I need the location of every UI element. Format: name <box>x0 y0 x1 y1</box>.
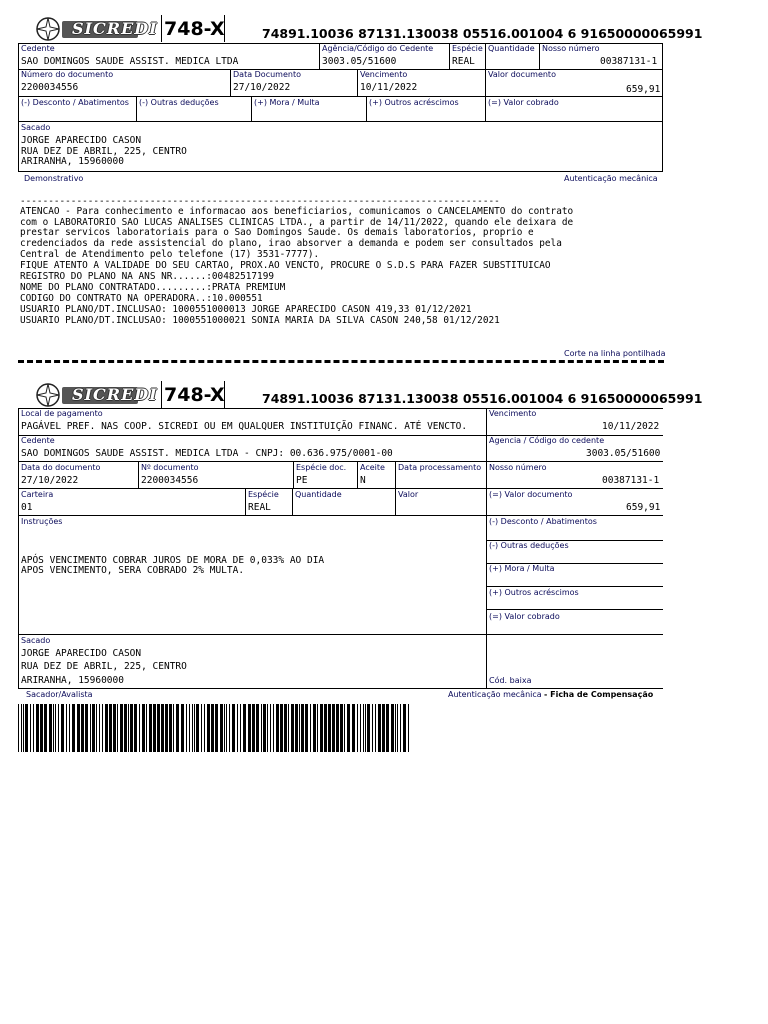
slip-valor-documento-label: (=) Valor documento <box>489 490 573 499</box>
slip-numero-documento-value: 2200034556 <box>141 475 199 486</box>
barcode-bar <box>273 704 274 752</box>
sacador-avalista-label: Sacador/Avalista <box>26 690 93 699</box>
demonstrativo-label: Demonstrativo <box>24 174 84 183</box>
cedente-value: SAO DOMINGOS SAUDE ASSIST. MEDICA LTDA <box>21 56 239 67</box>
demonstrativo-line: FIQUE ATENTO A VALIDADE DO SEU CARTAO, PROX.AO VENCTO, PROCURE O S.D.S PARA FAZER SUBSTITUICAO <box>20 260 551 271</box>
barcode-bar <box>102 704 103 752</box>
barcode-bar <box>237 704 238 752</box>
mora-multa-label: (+) Mora / Multa <box>254 98 320 107</box>
ficha-compensacao-label: - Ficha de Compensação <box>544 690 654 699</box>
barcode-bar <box>18 704 19 752</box>
barcode-bar <box>181 704 184 752</box>
barcode-bar <box>305 704 308 752</box>
barcode-bar <box>96 704 97 752</box>
barcode-bar <box>400 704 401 752</box>
barcode-bar <box>33 704 34 752</box>
quantidade-label: Quantidade <box>488 44 535 53</box>
barcode-bar <box>226 704 227 752</box>
slip-quantidade-label: Quantidade <box>295 490 342 499</box>
demonstrativo-line: prestar servicos laboratoriais para o Sao Domingos Saude. Os demais laboratorios, proprio e <box>20 227 534 238</box>
demonstrativo-line: NOME DO PLANO CONTRATADO.........:PRATA PREMIUM <box>20 282 286 293</box>
especie-doc-value: PE <box>296 475 308 486</box>
barcode-bar <box>55 704 56 752</box>
barcode-bar <box>317 704 318 752</box>
barcode-bar <box>72 704 75 752</box>
barcode-bar <box>161 704 164 752</box>
barcode-bar <box>352 704 355 752</box>
instrucoes-line: APÓS VENCIMENTO COBRAR JUROS DE MORA DE 0,033% AO DIA <box>21 555 325 566</box>
barcode-bar <box>344 704 345 752</box>
barcode-bar <box>365 704 366 752</box>
slip-especie-value: REAL <box>248 502 271 513</box>
barcode-bar <box>252 704 255 752</box>
slip-vencimento-value: 10/11/2022 <box>602 421 660 432</box>
demonstrativo-line: ------------------------------------------------------------------------------------- <box>20 196 500 207</box>
barcode-bar <box>149 704 152 752</box>
data-documento-value: 27/10/2022 <box>233 82 291 93</box>
slip-valor-documento-value: 659,91 <box>626 502 661 513</box>
barcode-bar <box>313 704 316 752</box>
barcode-bar <box>347 704 350 752</box>
barcode-bar <box>58 704 59 752</box>
barcode-bar <box>386 704 389 752</box>
barcode-bar <box>207 704 210 752</box>
barcode-bar <box>196 704 199 752</box>
numero-documento-value: 2200034556 <box>21 82 79 93</box>
slip-sacado-city: ARIRANHA, 15960000 <box>21 675 124 686</box>
valor-label: Valor <box>398 490 419 499</box>
barcode-bar <box>128 704 129 752</box>
sacado-address: RUA DEZ DE ABRIL, 225, CENTRO <box>21 146 187 157</box>
barcode-bar <box>408 704 409 752</box>
barcode-bar <box>77 704 80 752</box>
barcode-bar <box>189 704 190 752</box>
instrucoes-line: APOS VENCIMENTO, SERA COBRADO 2% MULTA. <box>21 565 245 576</box>
barcode-bar <box>375 704 376 752</box>
barcode-bar <box>169 704 172 752</box>
slip-data-documento-label: Data do documento <box>21 463 101 472</box>
agencia-label: Agência/Código do Cedente <box>322 44 434 53</box>
barcode-bar <box>176 704 179 752</box>
barcode-bar <box>25 704 28 752</box>
demonstrativo-line: USUARIO PLANO/DT.INCLUSAO: 1000551000021 SONIA MARIA DA SILVA CASON 240,58 01/12/2021 <box>20 315 500 326</box>
barcode-bar <box>92 704 95 752</box>
demonstrativo-line: REGISTRO DO PLANO NA ANS NR......:00482517199 <box>20 271 274 282</box>
barcode-bar <box>276 704 279 752</box>
barcode-bar <box>301 704 304 752</box>
barcode-bar <box>40 704 43 752</box>
demonstrativo-line: USUARIO PLANO/DT.INCLUSAO: 1000551000013 JORGE APARECIDO CASON 419,33 01/12/2021 <box>20 304 472 315</box>
vencimento-label: Vencimento <box>360 70 408 79</box>
slip-sacado-name: JORGE APARECIDO CASON <box>21 648 142 659</box>
barcode-bar <box>109 704 112 752</box>
digitable-line: 74891.10036 87131.130038 05516.001004 6 91650000065991 <box>262 391 703 406</box>
barcode-bar <box>186 704 187 752</box>
aceite-label: Aceite <box>360 463 385 472</box>
barcode-bar <box>30 704 31 752</box>
barcode-bar <box>130 704 133 752</box>
cod-baixa-label: Cód. baixa <box>489 676 532 685</box>
barcode-bar <box>61 704 64 752</box>
demonstrativo-line: com o LABORATORIO SAO LUCAS ANALISES CLINICAS LTDA., a partir de 14/11/2022, quando ele deixara de <box>20 217 574 228</box>
slip-agencia-label: Agencia / Código do cedente <box>489 436 605 445</box>
slip-especie-label: Espécie <box>248 490 279 499</box>
barcode-bar <box>229 704 230 752</box>
digitable-line: 74891.10036 87131.130038 05516.001004 6 91650000065991 <box>262 26 703 41</box>
data-documento-label: Data Documento <box>233 70 301 79</box>
barcode-bar <box>397 704 398 752</box>
barcode-bar <box>173 704 174 752</box>
barcode-bar <box>360 704 361 752</box>
logo-text: SICREDI <box>72 385 158 404</box>
slip-outras-deducoes-label: (-) Outras deduções <box>489 541 569 550</box>
slip-mora-multa-label: (+) Mora / Multa <box>489 564 555 573</box>
logo-text: SICREDI <box>72 19 158 38</box>
barcode-bar <box>310 704 311 752</box>
local-pagamento-value: PAGÁVEL PREF. NAS COOP. SICREDI OU EM QUALQUER INSTITUIÇÃO FINANC. ATÉ VENCTO. <box>21 421 468 432</box>
outros-acrescimos-label: (+) Outros acréscimos <box>369 98 459 107</box>
barcode-bar <box>105 704 108 752</box>
valor-cobrado-label: (=) Valor cobrado <box>488 98 559 107</box>
barcode-bar <box>49 704 52 752</box>
barcode-bar <box>324 704 327 752</box>
barcode-bar <box>256 704 259 752</box>
slip-agencia-value: 3003.05/51600 <box>586 448 661 459</box>
barcode-bar <box>120 704 123 752</box>
barcode-bar <box>403 704 406 752</box>
sacado-label: Sacado <box>21 123 51 132</box>
barcode-bar <box>263 704 266 752</box>
slip-nosso-numero-value: 00387131-1 <box>602 475 660 486</box>
especie-doc-label: Espécie doc. <box>296 463 347 472</box>
slip-sacado-address: RUA DEZ DE ABRIL, 225, CENTRO <box>21 661 187 672</box>
barcode-bar <box>36 704 39 752</box>
autenticacao-label: Autenticação mecânica <box>564 174 658 183</box>
barcode-bar <box>146 704 147 752</box>
slip-cedente-value: SAO DOMINGOS SAUDE ASSIST. MEDICA LTDA - CNPJ: 00.636.975/0001-00 <box>21 448 393 459</box>
barcode-bar <box>69 704 70 752</box>
numero-documento-label: Número do documento <box>21 70 114 79</box>
slip-outros-acrescimos-label: (+) Outros acréscimos <box>489 588 579 597</box>
barcode-bar <box>372 704 373 752</box>
barcode-bar <box>232 704 235 752</box>
barcode-bar <box>295 704 298 752</box>
slip-vencimento-label: Vencimento <box>489 409 537 418</box>
barcode-bar <box>211 704 214 752</box>
slip-autenticacao-label: Autenticação mecânica <box>448 690 542 699</box>
barcode-bar <box>395 704 396 752</box>
cedente-label: Cedente <box>21 44 55 53</box>
sacado-name: JORGE APARECIDO CASON <box>21 135 142 146</box>
barcode-bar <box>139 704 140 752</box>
barcode-bar <box>124 704 127 752</box>
slip-sacado-label: Sacado <box>21 636 51 645</box>
barcode-bar <box>291 704 294 752</box>
carteira-label: Carteira <box>21 490 54 499</box>
sacado-city: ARIRANHA, 15960000 <box>21 156 124 167</box>
barcode-bar <box>157 704 160 752</box>
vencimento-value: 10/11/2022 <box>360 82 418 93</box>
barcode-bar <box>320 704 323 752</box>
barcode-bar <box>153 704 156 752</box>
barcode-bar <box>378 704 381 752</box>
demonstrativo-line: credenciados da rede assistencial do plano, irao absorver a demanda e podem ser consultados pela <box>20 238 562 249</box>
barcode-bar <box>280 704 283 752</box>
instrucoes-label: Instruções <box>21 517 63 526</box>
barcode-bar <box>357 704 358 752</box>
demonstrativo-line: CODIGO DO CONTRATO NA OPERADORA..:10.000551 <box>20 293 263 304</box>
barcode-bar <box>142 704 145 752</box>
slip-data-documento-value: 27/10/2022 <box>21 475 79 486</box>
cut-line <box>18 360 664 363</box>
barcode-bar <box>23 704 24 752</box>
barcode-bar <box>165 704 168 752</box>
barcode-bar <box>299 704 300 752</box>
barcode-bar <box>284 704 287 752</box>
barcode-bar <box>336 704 339 752</box>
nosso-numero-label: Nosso número <box>542 44 600 53</box>
local-pagamento-label: Local de pagamento <box>21 409 103 418</box>
barcode-bar <box>81 704 84 752</box>
barcode-bar <box>288 704 289 752</box>
barcode-bar <box>66 704 67 752</box>
barcode-bar <box>215 704 218 752</box>
barcode-bar <box>21 704 22 752</box>
barcode-bar <box>261 704 262 752</box>
barcode-bar <box>134 704 137 752</box>
aceite-value: N <box>360 475 366 486</box>
barcode-bar <box>53 704 54 752</box>
barcode-bar <box>243 704 246 752</box>
carteira-value: 01 <box>21 502 33 513</box>
outras-deducoes-label: (-) Outras deduções <box>139 98 219 107</box>
barcode-bar <box>367 704 370 752</box>
agencia-value: 3003.05/51600 <box>322 56 397 67</box>
barcode-bar <box>270 704 271 752</box>
desconto-label: (-) Desconto / Abatimentos <box>21 98 129 107</box>
nosso-numero-value: 00387131-1 <box>600 56 658 67</box>
barcode-bar <box>391 704 394 752</box>
cut-line-label: Corte na linha pontilhada <box>564 349 666 358</box>
especie-label: Espécie <box>452 44 483 53</box>
barcode-bar <box>332 704 335 752</box>
valor-documento-value: 659,91 <box>626 84 661 95</box>
barcode-bar <box>328 704 331 752</box>
barcode-bar <box>240 704 241 752</box>
barcode-bar <box>363 704 364 752</box>
barcode-bar <box>224 704 225 752</box>
barcode-bar <box>85 704 88 752</box>
barcode-bar <box>267 704 268 752</box>
slip-desconto-label: (-) Desconto / Abatimentos <box>489 517 597 526</box>
bank-code: 748-X <box>164 18 225 40</box>
sicredi-logo <box>32 382 158 408</box>
barcode-bar <box>382 704 385 752</box>
slip-cedente-label: Cedente <box>21 436 55 445</box>
sicredi-logo <box>32 16 158 42</box>
barcode-bar <box>194 704 195 752</box>
barcode-bar <box>99 704 100 752</box>
data-processamento-label: Data processamento <box>398 463 482 472</box>
barcode-bar <box>192 704 193 752</box>
barcode-bar <box>44 704 47 752</box>
slip-valor-cobrado-label: (=) Valor cobrado <box>489 612 560 621</box>
valor-documento-label: Valor documento <box>488 70 556 79</box>
barcode-bar <box>117 704 118 752</box>
slip-nosso-numero-label: Nosso número <box>489 463 547 472</box>
barcode-bar <box>90 704 91 752</box>
barcode-bar <box>248 704 251 752</box>
barcode-bar <box>340 704 343 752</box>
barcode-bar <box>220 704 223 752</box>
barcode-bar <box>201 704 202 752</box>
barcode-bar <box>113 704 116 752</box>
especie-value: REAL <box>452 56 475 67</box>
bank-code: 748-X <box>164 384 225 406</box>
slip-numero-documento-label: Nº documento <box>141 463 199 472</box>
barcode <box>18 704 413 752</box>
barcode-bar <box>204 704 205 752</box>
demonstrativo-line: ATENCAO - Para conhecimento e informacao aos beneficiarios, comunicamos o CANCELAMENTO do contrato <box>20 206 574 217</box>
demonstrativo-line: Central de Atendimento pelo telefone (17) 3531-7777). <box>20 249 320 260</box>
